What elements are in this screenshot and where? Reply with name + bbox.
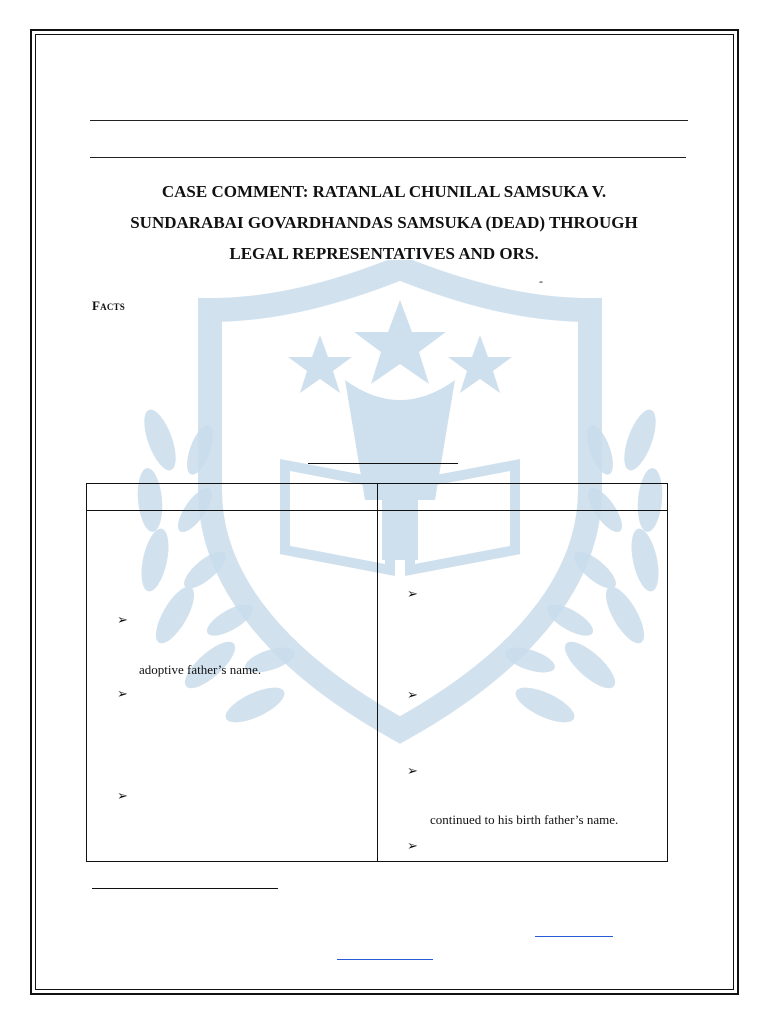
arrowhead-bullet-icon: ➢ bbox=[117, 789, 128, 804]
table-column-divider bbox=[377, 484, 378, 861]
comparison-table bbox=[86, 483, 668, 862]
header-rule-bottom bbox=[90, 157, 686, 158]
document-title bbox=[80, 176, 688, 269]
arrowhead-bullet-icon: ➢ bbox=[117, 613, 128, 628]
arrowhead-bullet-icon: ➢ bbox=[117, 687, 128, 702]
right-column-text: continued to his birth father’s name. bbox=[430, 812, 619, 827]
left-column-text: adoptive father’s name. bbox=[139, 662, 262, 677]
arrowhead-bullet-icon: ➢ bbox=[407, 764, 418, 779]
stray-dash: - bbox=[539, 274, 543, 288]
arrowhead-bullet-icon: ➢ bbox=[407, 839, 418, 854]
title-line-1: CASE COMMENT: RATANLAL CHUNILAL SAMSUKA V. bbox=[161, 182, 607, 201]
section-heading-facts: Facts bbox=[92, 298, 125, 313]
footnote-separator bbox=[92, 888, 278, 889]
footnote-link-underline[interactable] bbox=[535, 936, 613, 937]
arrowhead-bullet-icon: ➢ bbox=[407, 688, 418, 703]
header-rule-top bbox=[90, 120, 688, 121]
title-line-3: LEGAL REPRESENTATIVES AND ORS. bbox=[229, 244, 539, 263]
arrowhead-bullet-icon: ➢ bbox=[407, 587, 418, 602]
table-header-divider bbox=[87, 510, 667, 511]
footnote-link-underline[interactable] bbox=[337, 959, 433, 960]
title-line-2: SUNDARABAI GOVARDHANDAS SAMSUKA (DEAD) THROUGH bbox=[130, 213, 638, 232]
blank-underline bbox=[308, 463, 458, 464]
